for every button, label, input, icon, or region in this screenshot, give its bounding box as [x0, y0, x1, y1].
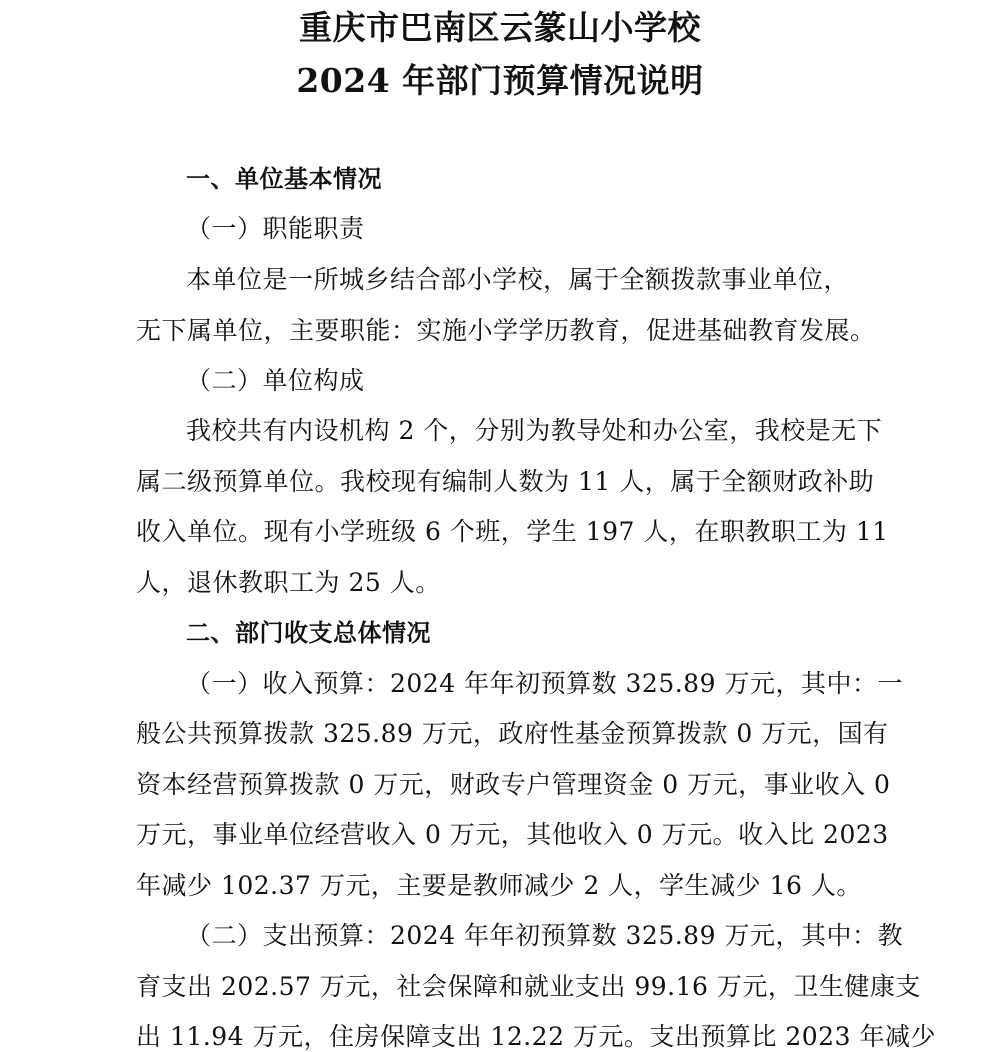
paragraph-line: 无下属单位，主要职能：实施小学学历教育，促进基础教育发展。	[136, 316, 876, 345]
subsection-heading: （一）职能职责	[186, 214, 365, 243]
subsection-heading: （二）单位构成	[186, 366, 365, 395]
paragraph-line: 出 11.94 万元，住房保障支出 12.22 万元。支出预算比 2023 年减少	[136, 1022, 936, 1051]
paragraph-line: 人，退休教职工为 25 人。	[136, 568, 441, 597]
section-heading: 二、部门收支总体情况	[186, 619, 431, 647]
paragraph-line: 万元，事业单位经营收入 0 万元，其他收入 0 万元。收入比 2023	[136, 820, 889, 849]
paragraph-line: 收入单位。现有小学班级 6 个班，学生 197 人，在职教职工为 11	[136, 517, 889, 546]
paragraph-line: （一）收入预算：2024 年年初预算数 325.89 万元，其中：一	[186, 669, 903, 698]
paragraph-line: 资本经营预算拨款 0 万元，财政专户管理资金 0 万元，事业收入 0	[136, 770, 891, 799]
title-line-2: 2024 年部门预算情况说明	[296, 61, 704, 100]
paragraph-line: 我校共有内设机构 2 个，分别为教导处和办公室，我校是无下	[186, 416, 883, 445]
section-heading: 一、单位基本情况	[186, 165, 382, 193]
title-line-1: 重庆市巴南区云篆山小学校	[299, 8, 701, 47]
paragraph-line: 年减少 102.37 万元，主要是教师减少 2 人，学生减少 16 人。	[136, 871, 862, 900]
paragraph-line: 育支出 202.57 万元，社会保障和就业支出 99.16 万元，卫生健康支	[136, 972, 921, 1001]
paragraph-line: （二）支出预算：2024 年年初预算数 325.89 万元，其中：教	[186, 921, 903, 950]
paragraph-line: 般公共预算拨款 325.89 万元，政府性基金预算拨款 0 万元，国有	[136, 719, 889, 748]
paragraph-line: 本单位是一所城乡结合部小学校，属于全额拨款事业单位，	[186, 265, 850, 294]
paragraph-line: 属二级预算单位。我校现有编制人数为 11 人，属于全额财政补助	[136, 467, 875, 496]
